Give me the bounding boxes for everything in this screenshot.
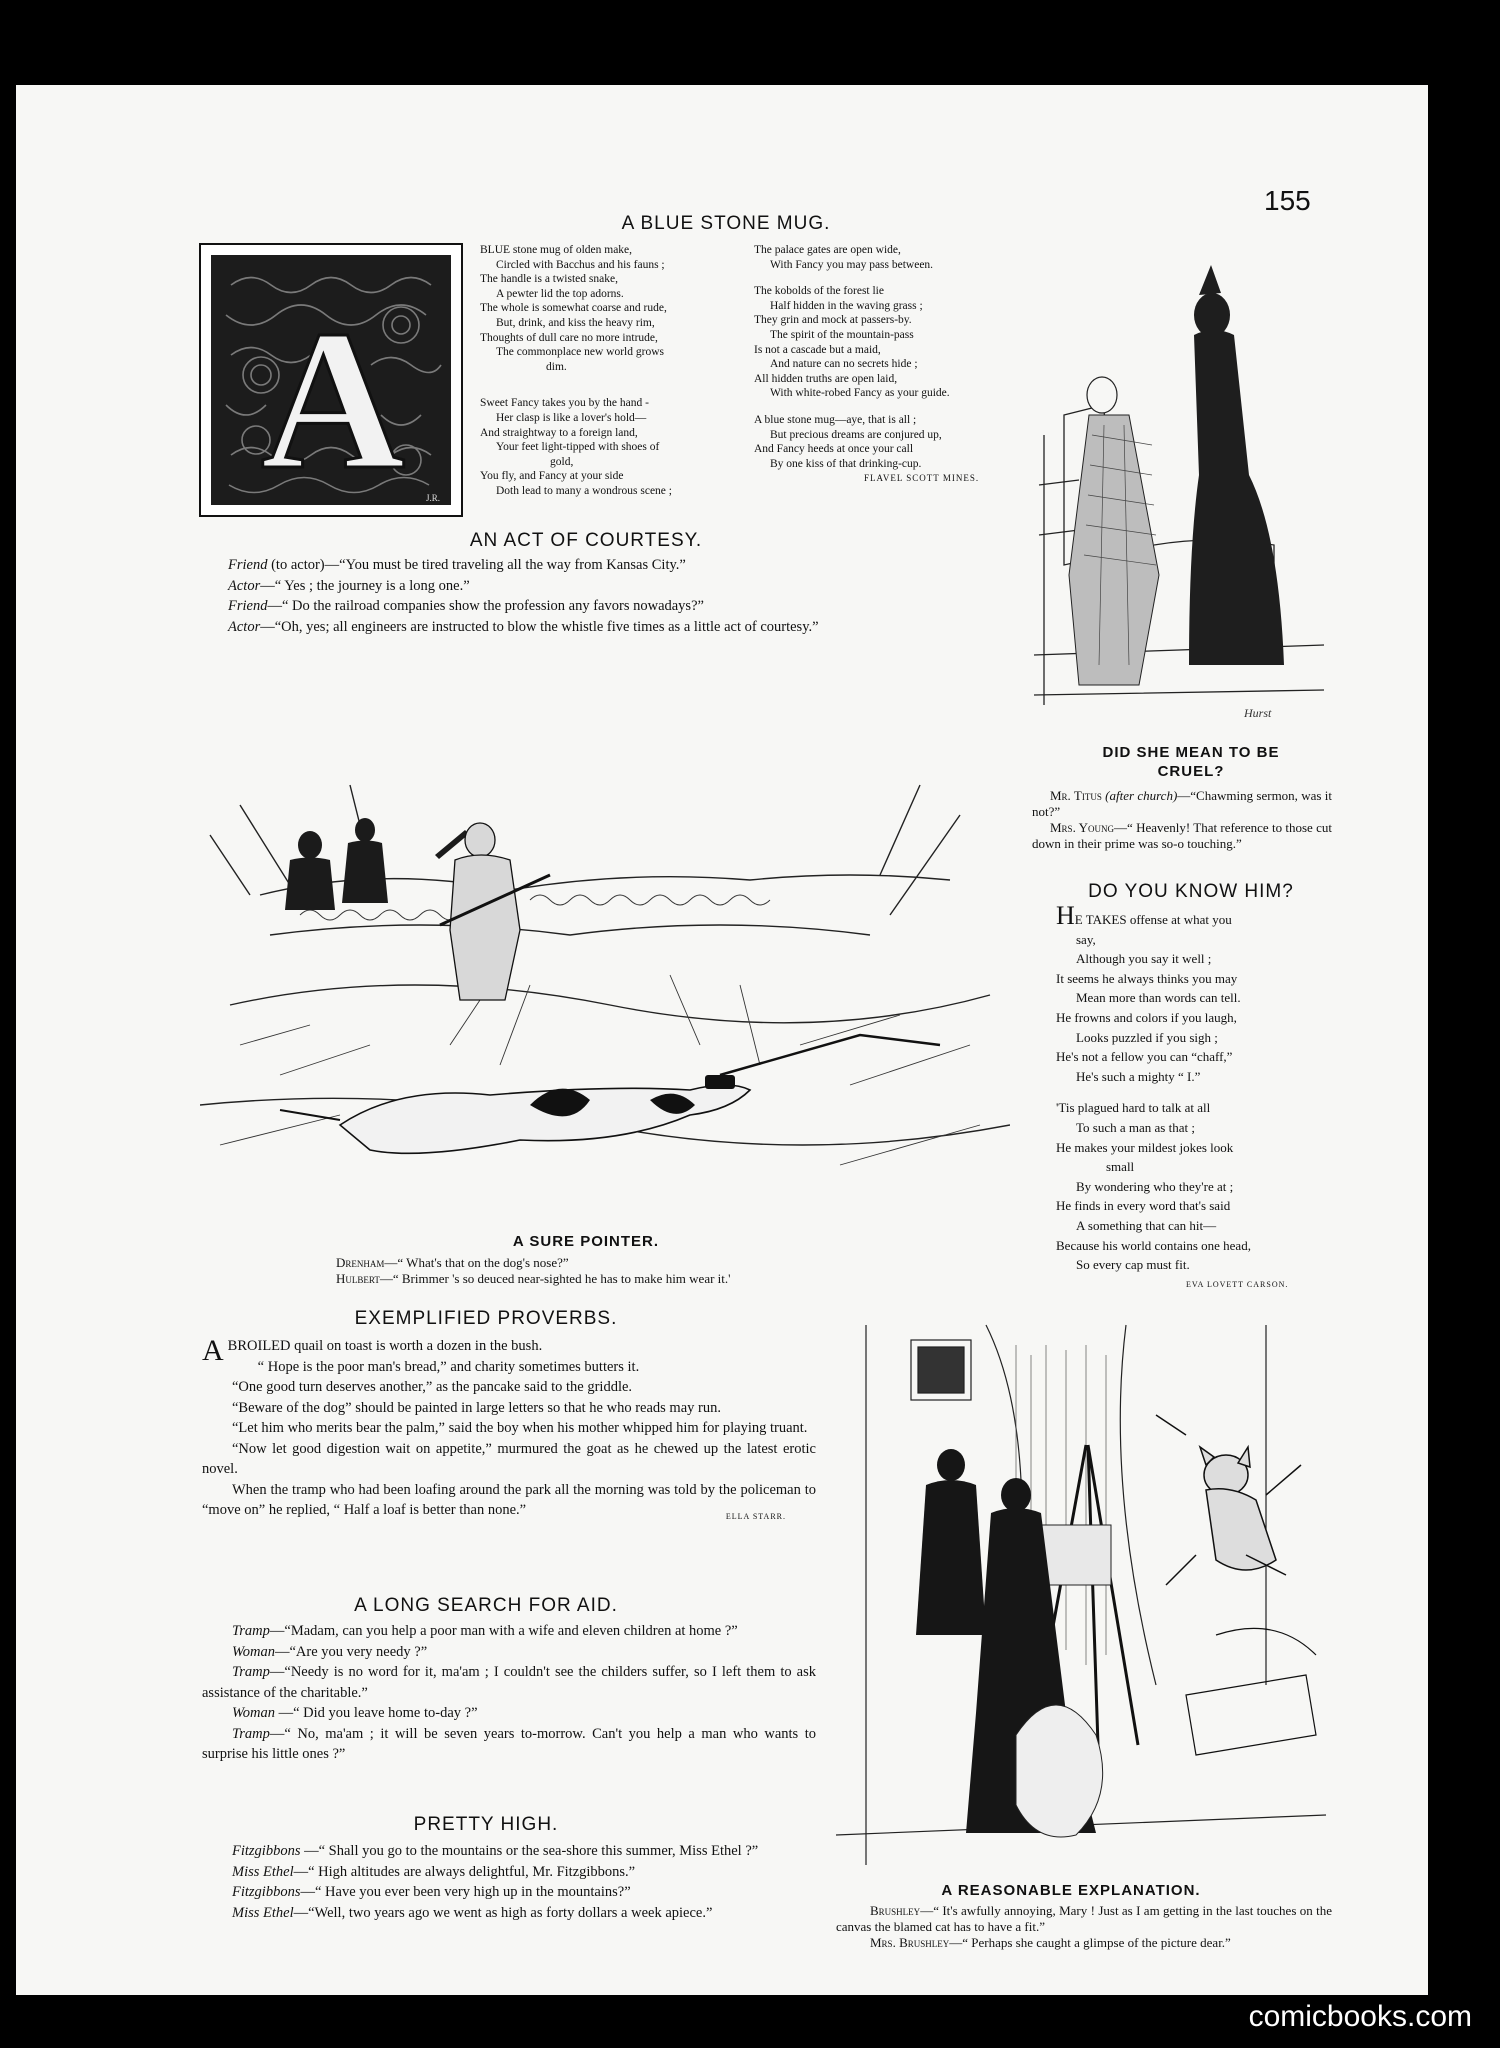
verse-line: Is not a cascade but a maid, — [754, 343, 881, 356]
aside: (after church) — [1105, 788, 1178, 803]
proverb: “Beware of the dog” should be painted in large letters so that he who reads may run. — [232, 1399, 721, 1416]
verse-line: All hidden truths are open laid, — [754, 372, 898, 385]
verse-line: The handle is a twisted snake, — [480, 273, 618, 286]
search-line: Tramp—“Madam, can you help a poor man with a wife and eleven children at home ?” — [232, 1623, 738, 1639]
cruel-title-line1: DID SHE MEAN TO BE — [1102, 744, 1280, 761]
verse-line: say, — [1076, 931, 1096, 947]
illustration-artist-cat — [826, 1315, 1336, 1875]
courtesy-line: Actor—“ Yes ; the journey is a long one.” — [228, 577, 470, 594]
cruel-title-line2: CRUEL? — [1157, 763, 1225, 780]
verse-line: He's such a mighty “ I.” — [1076, 1068, 1201, 1084]
high-line: Miss Ethel—“ High altitudes are always delightful, Mr. Fitzgibbons.” — [232, 1863, 636, 1880]
verse-line: Thoughts of dull care no more intrude, — [480, 331, 658, 344]
dialogue: —“ Brimmer 's so deuced near-sighted he has to make him wear it.' — [379, 1271, 731, 1286]
blue-stone-mug-title: A BLUE STONE MUG. — [621, 213, 831, 234]
know-him-verse — [1056, 901, 1346, 1294]
verse-line: It seems he always thinks you may — [1056, 970, 1238, 986]
verse-line: The kobolds of the forest lie — [754, 285, 884, 298]
verse-line: A something that can hit— — [1076, 1217, 1217, 1233]
search-line: Tramp—“Needy is no word for it, ma'am ; I couldn't see the childers suffer, so I left them to ask assistance of the charitable.” — [202, 1664, 816, 1701]
high-line: Miss Ethel—“Well, two years ago we went as high as forty dollars a week apiece.” — [232, 1904, 713, 1921]
explanation-body — [836, 1903, 1332, 1951]
courtesy-body — [198, 555, 1020, 637]
dialogue: —“ Perhaps she caught a glimpse of the picture dear.” — [949, 1935, 1231, 1950]
watermark: comicbooks.com — [1248, 2000, 1472, 2033]
magazine-page — [16, 85, 1428, 1995]
high-line: Fitzgibbons—“ Have you ever been very high up in the mountains?” — [232, 1884, 631, 1900]
illustration-two-women — [1024, 235, 1334, 735]
cruel-body — [1032, 788, 1332, 852]
speaker-titus: Mr. Titus — [1050, 788, 1102, 803]
verse-line: You fly, and Fancy at your side — [480, 470, 624, 483]
verse-line: Sweet Fancy takes you by the hand - — [480, 397, 649, 410]
verse-line: The commonplace new world grows — [496, 346, 664, 359]
verse-line: A pewter lid the top adorns. — [496, 287, 624, 300]
speaker-drenham: Drenham — [336, 1255, 385, 1270]
proverb: “ Hope is the poor man's bread,” and charity sometimes butters it. — [257, 1358, 640, 1375]
verse-line: Mean more than words can tell. — [1076, 990, 1241, 1006]
speaker-hulbert: Hulbert — [336, 1271, 380, 1286]
speaker-young: Mrs. Young — [1050, 820, 1115, 835]
dialogue: —“ Heavenly! That reference to those cut down in their prime was so-o touching.” — [1032, 820, 1332, 851]
verse-line: gold, — [550, 455, 574, 468]
verse-line: Looks puzzled if you sigh ; — [1076, 1029, 1218, 1045]
know-him-title: DO YOU KNOW HIM? — [1088, 881, 1294, 902]
verse-line: He makes your mildest jokes look — [1056, 1139, 1234, 1155]
verse-line: A blue stone mug—aye, that is all ; — [754, 413, 917, 426]
verse-line: Although you say it well ; — [1076, 951, 1212, 967]
verse-line: So every cap must fit. — [1076, 1257, 1190, 1273]
search-line: Tramp—“ No, ma'am ; it will be seven years to-morrow. Can't you help a man who wants to surprise his little ones ?” — [202, 1725, 816, 1762]
search-title: A LONG SEARCH FOR AID. — [354, 1595, 618, 1616]
verse-line: BLUE stone mug of olden make, — [480, 244, 633, 256]
verse-line: Circled with Bacchus and his fauns ; — [496, 258, 665, 271]
author-carson: EVA LOVETT CARSON. — [1186, 1279, 1289, 1289]
explanation-title: A REASONABLE EXPLANATION. — [941, 1882, 1201, 1899]
high-body — [202, 1841, 816, 1923]
page-number: 155 — [1264, 185, 1311, 216]
verse-line: dim. — [546, 360, 567, 373]
proverb: When the tramp who had been loafing around the park all the morning was told by the policeman to “move on” he replied, “ Half a loaf is better than none.” — [202, 1481, 816, 1518]
courtesy-line: Actor—“Oh, yes; all engineers are instructed to blow the whistle five times as a little act of courtesy.” — [228, 618, 819, 635]
author-mines: FLAVEL SCOTT MINES. — [864, 473, 980, 484]
artist-initials: J.R. — [426, 493, 441, 503]
search-line: Woman —“ Did you leave home to-day ?” — [232, 1705, 478, 1721]
verse-line: 'Tis plagued hard to talk at all — [1056, 1100, 1211, 1116]
verse-line: Half hidden in the waving grass ; — [770, 299, 923, 312]
verse-line: Your feet light-tipped with shoes of — [496, 441, 660, 454]
verse-line: And straightway to a foreign land, — [480, 426, 638, 439]
proverb: “Let him who merits bear the palm,” said the boy when his mother whipped him for playing truant. — [232, 1420, 808, 1436]
blue-stone-mug-col1 — [480, 243, 740, 499]
illustration-hunters-dog — [200, 745, 1010, 1215]
artist-signature: Hurst — [1244, 706, 1272, 720]
cruel-title — [1046, 743, 1336, 781]
verse-line: And nature can no secrets hide ; — [770, 358, 918, 371]
courtesy-line: Friend (to actor)—“You must be tired traveling all the way from Kansas City.” — [228, 557, 686, 573]
speaker-mrs-brushley: Mrs. Brushley — [870, 1935, 950, 1950]
courtesy-title: AN ACT OF COURTESY. — [469, 530, 703, 551]
high-title: PRETTY HIGH. — [413, 1814, 559, 1835]
author-starr: ELLA STARR. — [725, 1511, 786, 1521]
verse-line: They grin and mock at passers-by. — [754, 314, 912, 327]
illuminated-initial — [199, 243, 463, 517]
initial-letter: A — [260, 290, 406, 511]
proverb: BROILED quail on toast is worth a dozen in the bush. — [227, 1338, 543, 1354]
verse-line: He frowns and colors if you laugh, — [1056, 1009, 1237, 1025]
search-body — [202, 1621, 816, 1765]
verse-line: The whole is somewhat coarse and rude, — [480, 302, 667, 315]
verse-line: But, drink, and kiss the heavy rim, — [496, 316, 655, 329]
proverb: “Now let good digestion wait on appetite,” murmured the goat as he chewed up the latest erotic novel. — [202, 1440, 816, 1477]
verse-line: The palace gates are open wide, — [754, 244, 901, 256]
verse-line: But precious dreams are conjured up, — [770, 428, 942, 441]
verse-line: By one kiss of that drinking-cup. — [770, 457, 922, 470]
dialogue: —“ It's awfully annoying, Mary ! Just as I am getting in the last touches on the canvas the blamed cat has to have a fit.” — [836, 1903, 1332, 1934]
verse-line: The spirit of the mountain-pass — [770, 328, 914, 341]
verse-line: And Fancy heeds at once your call — [754, 443, 914, 456]
illuminated-initial-art — [201, 245, 461, 515]
verse-line: He's not a fellow you can “chaff,” — [1056, 1049, 1233, 1065]
proverbs-title: EXEMPLIFIED PROVERBS. — [354, 1308, 618, 1329]
drop-cap: H — [1056, 901, 1075, 930]
verse-line: small — [1106, 1159, 1135, 1175]
dialogue: —“ What's that on the dog's nose?” — [384, 1255, 569, 1270]
verse-line: E TAKES offense at what you — [1074, 912, 1232, 927]
pointer-title: A SURE POINTER. — [512, 1233, 660, 1250]
drop-cap: A — [202, 1334, 224, 1367]
pointer-body — [336, 1255, 976, 1287]
search-line: Woman—“Are you very needy ?” — [232, 1643, 428, 1660]
proverb: “One good turn deserves another,” as the pancake said to the griddle. — [232, 1379, 633, 1395]
verse-line: Doth lead to many a wondrous scene ; — [496, 484, 672, 497]
verse-line: Her clasp is like a lover's hold— — [496, 411, 647, 424]
proverbs-body — [202, 1336, 816, 1527]
blue-stone-mug-col2 — [754, 243, 1014, 486]
dialogue: —“Chawming sermon, was it not?” — [1032, 788, 1332, 819]
verse-line: With Fancy you may pass between. — [770, 258, 934, 271]
high-line: Fitzgibbons —“ Shall you go to the mountains or the sea-shore this summer, Miss Ethel ?” — [232, 1843, 759, 1859]
verse-line: To such a man as that ; — [1076, 1119, 1195, 1135]
speaker-brushley: Brushley — [870, 1903, 921, 1918]
verse-line: He finds in every word that's said — [1056, 1198, 1231, 1214]
verse-line: By wondering who they're at ; — [1076, 1178, 1234, 1194]
courtesy-line: Friend—“ Do the railroad companies show the profession any favors nowadays?” — [228, 598, 704, 614]
verse-line: With white-robed Fancy as your guide. — [770, 387, 950, 400]
verse-line: Because his world contains one head, — [1056, 1237, 1251, 1253]
